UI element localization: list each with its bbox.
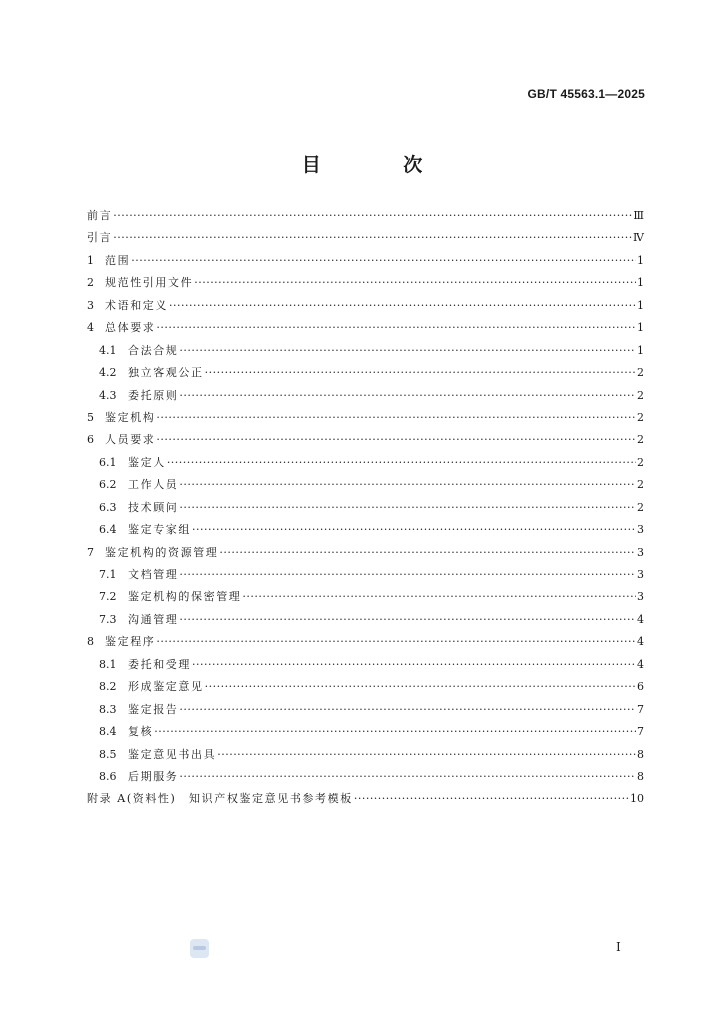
toc-entry-label: 人员要求 — [105, 433, 156, 447]
toc-leader-dots — [154, 721, 636, 743]
toc-leader-dots — [219, 542, 636, 564]
toc-entry-page: 4 — [637, 612, 644, 626]
toc-entry-label: 后期服务 — [128, 769, 179, 783]
toc-entry-label: 鉴定程序 — [105, 635, 156, 649]
toc-leader-dots — [192, 519, 636, 541]
toc-entry[interactable] — [87, 429, 644, 451]
toc-entry[interactable] — [87, 295, 644, 317]
toc-entry-number: 8.2 — [99, 680, 117, 694]
toc-entry-page: 1 — [637, 298, 644, 312]
toc-entry-number: 8.4 — [99, 725, 117, 739]
toc-entry-label: 引言 — [87, 231, 113, 245]
toc-entry-page: 7 — [637, 725, 644, 739]
toc-entry-page: 4 — [637, 635, 644, 649]
toc-entry-page: 8 — [637, 747, 644, 761]
toc-entry-number: 6.4 — [99, 523, 117, 537]
toc-entry-label: 工作人员 — [128, 478, 179, 492]
toc-leader-dots — [354, 788, 629, 810]
toc-entry[interactable] — [87, 474, 644, 496]
toc-entry-label: 鉴定报告 — [128, 702, 179, 716]
toc-entry-number: 8.3 — [99, 702, 117, 716]
toc-entry-label: 鉴定机构 — [105, 410, 156, 424]
toc-entry-label: 委托原则 — [128, 388, 179, 402]
toc-entry[interactable] — [87, 452, 644, 474]
toc-entry-label: 鉴定专家组 — [128, 523, 191, 537]
toc-leader-dots — [205, 676, 636, 698]
toc-entry-page: 2 — [637, 478, 644, 492]
toc-entry-number: 8 — [87, 635, 94, 649]
toc-entry-label: 鉴定机构的保密管理 — [128, 590, 242, 604]
toc-entry[interactable] — [87, 766, 644, 788]
page-number: I — [616, 940, 621, 954]
toc-entry-page: 2 — [637, 433, 644, 447]
toc-leader-dots — [194, 272, 636, 294]
toc-entry-number: 4.3 — [99, 388, 117, 402]
toc-entry-page: 4 — [637, 657, 644, 671]
toc-entry-number: 2 — [87, 276, 94, 290]
toc-entry-label: 鉴定人 — [128, 455, 166, 469]
toc-entry-page: Ⅳ — [633, 231, 644, 245]
toc-entry-page: 1 — [637, 253, 644, 267]
toc-leader-dots — [113, 227, 632, 249]
toc-entry-number: 6.1 — [99, 455, 117, 469]
toc-entry-page: 2 — [637, 455, 644, 469]
toc-leader-dots — [192, 654, 636, 676]
toc-entry[interactable] — [87, 699, 644, 721]
toc-entry[interactable] — [87, 272, 644, 294]
toc-entry-page: Ⅲ — [633, 209, 644, 222]
toc-leader-dots — [113, 205, 632, 227]
toc-leader-dots — [169, 295, 636, 317]
toc-entry-label: 前言 — [87, 209, 113, 222]
toc-entry-label: 形成鉴定意见 — [128, 680, 204, 694]
toc-entry-number: 7.3 — [99, 612, 117, 626]
toc-entry-number: 4 — [87, 321, 94, 335]
toc-entry-number: 4.1 — [99, 343, 117, 357]
table-of-contents — [87, 205, 644, 811]
toc-entry-page: 7 — [637, 702, 644, 716]
toc-leader-dots — [156, 317, 636, 339]
toc-entry-number: 8.6 — [99, 769, 117, 783]
toc-entry[interactable] — [87, 497, 644, 519]
toc-leader-dots — [179, 474, 636, 496]
toc-entry[interactable] — [87, 586, 644, 608]
toc-entry-page: 10 — [630, 792, 644, 806]
toc-entry-number: 6.2 — [99, 478, 117, 492]
toc-entry-label: 合法合规 — [128, 343, 179, 357]
toc-leader-dots — [131, 250, 636, 272]
toc-leader-dots — [179, 766, 636, 788]
toc-leader-dots — [179, 699, 636, 721]
toc-entry[interactable] — [87, 519, 644, 541]
publisher-logo-icon — [190, 939, 209, 958]
toc-entry-page: 2 — [637, 366, 644, 380]
toc-entry-number: 6 — [87, 433, 94, 447]
toc-entry-page: 3 — [637, 568, 644, 581]
toc-entry-label: 鉴定机构的资源管理 — [105, 545, 219, 559]
toc-entry[interactable] — [87, 744, 644, 766]
toc-entry-number: 1 — [87, 253, 94, 267]
toc-entry[interactable] — [87, 721, 644, 743]
toc-entry[interactable] — [87, 542, 644, 564]
toc-entry[interactable] — [87, 362, 644, 384]
toc-entry[interactable] — [87, 205, 644, 227]
toc-entry-page: 1 — [637, 276, 644, 290]
toc-entry-page: 1 — [637, 343, 644, 357]
toc-entry-label: 委托和受理 — [128, 657, 191, 671]
toc-entry-label: 总体要求 — [105, 321, 156, 335]
standard-code: GB/T 45563.1—2025 — [527, 87, 645, 101]
toc-entry[interactable] — [87, 250, 644, 272]
toc-leader-dots — [156, 407, 636, 429]
toc-entry-page: 6 — [637, 680, 644, 694]
toc-entry-number: 6.3 — [99, 500, 117, 514]
toc-entry-number: 5 — [87, 410, 94, 424]
toc-leader-dots — [156, 631, 636, 653]
toc-entry[interactable] — [87, 385, 644, 407]
toc-leader-dots — [217, 744, 636, 766]
toc-entry-label: 术语和定义 — [105, 298, 168, 312]
toc-leader-dots — [179, 340, 636, 362]
toc-entry[interactable] — [87, 340, 644, 362]
toc-leader-dots — [179, 385, 636, 407]
toc-leader-dots — [242, 586, 636, 608]
toc-entry-label: 规范性引用文件 — [105, 276, 194, 290]
toc-entry-number: 7.2 — [99, 590, 117, 604]
toc-entry-label: 复核 — [128, 725, 154, 739]
toc-entry-page: 3 — [637, 545, 644, 559]
toc-entry-number: 8.5 — [99, 747, 117, 761]
toc-leader-dots — [179, 497, 636, 519]
toc-entry-label: 沟通管理 — [128, 612, 179, 626]
toc-entry[interactable] — [87, 564, 644, 586]
toc-entry[interactable] — [87, 407, 644, 429]
toc-leader-dots — [167, 452, 636, 474]
toc-entry-label: 鉴定意见书出具 — [128, 747, 217, 761]
toc-entry-label: 技术顾问 — [128, 500, 179, 514]
toc-leader-dots — [179, 609, 636, 631]
toc-entry[interactable] — [87, 654, 644, 676]
toc-entry-label: 独立客观公正 — [128, 366, 204, 380]
toc-entry-page: 2 — [637, 410, 644, 424]
toc-entry[interactable] — [87, 227, 644, 249]
toc-entry-page: 3 — [637, 523, 644, 537]
toc-entry-number: 7 — [87, 545, 94, 559]
toc-entry-number: 8.1 — [99, 657, 117, 671]
toc-entry-page: 2 — [637, 388, 644, 402]
toc-entry-number: 3 — [87, 298, 94, 312]
toc-entry-page: 2 — [637, 500, 644, 514]
toc-entry-label: 附录 A(资料性) 知识产权鉴定意见书参考模板 — [87, 792, 353, 806]
toc-entry-label: 范围 — [105, 253, 131, 267]
toc-entry[interactable] — [87, 788, 644, 810]
toc-entry-number: 4.2 — [99, 366, 117, 380]
toc-entry-number: 7.1 — [99, 568, 117, 581]
toc-entry[interactable] — [87, 609, 644, 631]
toc-entry-page: 1 — [637, 321, 644, 335]
page-title: 目 次 — [301, 154, 461, 176]
toc-entry-label: 文档管理 — [128, 568, 179, 581]
toc-entry-page: 3 — [637, 590, 644, 604]
toc-leader-dots — [179, 564, 636, 586]
toc-leader-dots — [156, 429, 636, 451]
toc-leader-dots — [205, 362, 636, 384]
toc-entry[interactable] — [87, 631, 644, 653]
toc-entry-page: 8 — [637, 769, 644, 783]
toc-entry[interactable] — [87, 317, 644, 339]
toc-entry[interactable] — [87, 676, 644, 698]
